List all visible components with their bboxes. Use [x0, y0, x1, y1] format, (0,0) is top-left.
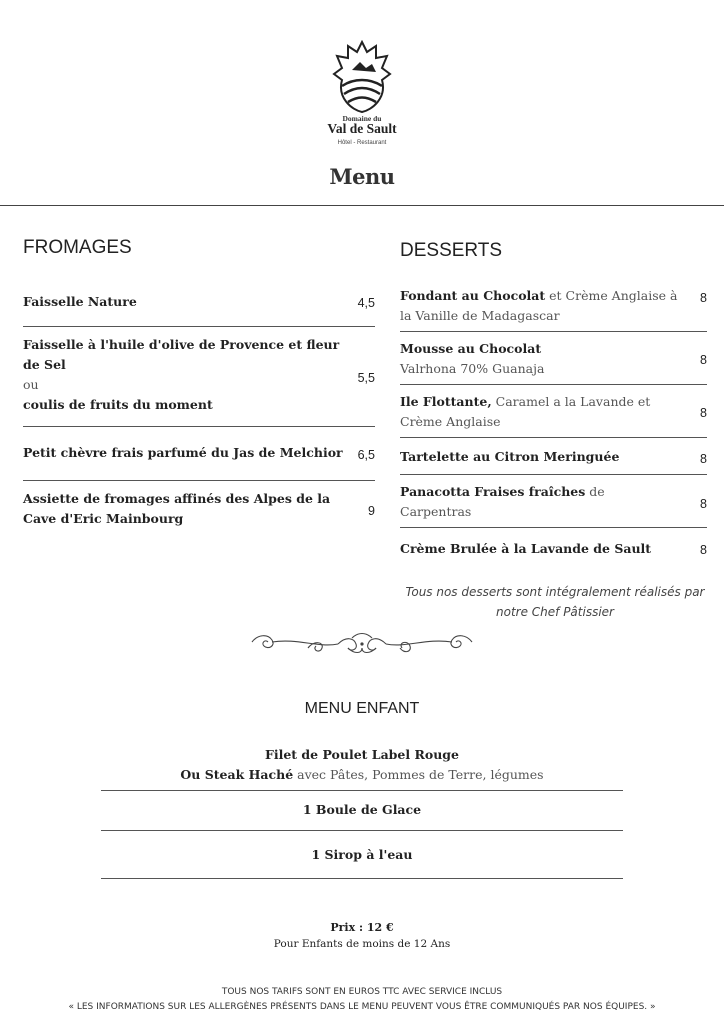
item-desc-cont: Crème Anglaise: [400, 414, 501, 429]
ornament-divider-icon: [248, 630, 476, 660]
divider: [101, 878, 623, 879]
item-name: Filet de Poulet Label Rouge: [264, 747, 459, 762]
item-name-cont: Cave d'Eric Mainbourg: [23, 511, 184, 526]
item-desc-cont: la Vanille de Madagascar: [400, 308, 560, 323]
dessert-item-6: [400, 539, 680, 559]
item-name: Fondant au Chocolat: [400, 288, 546, 303]
item-name: Crème Brulée à la Lavande de Sault: [400, 541, 652, 556]
dessert-item-3: [400, 392, 680, 432]
item-name: Faisselle Nature: [23, 294, 137, 309]
divider: [23, 426, 375, 427]
item-name-cont: de Sel: [23, 357, 66, 372]
enfant-line-4: [0, 845, 724, 865]
enfant-line-3: [0, 800, 724, 820]
item-desc: et Crème Anglaise à: [545, 288, 678, 303]
divider: [400, 384, 707, 385]
divider: [101, 790, 623, 791]
item-name-alt: coulis de fruits du moment: [23, 397, 213, 412]
brand-subtitle: Hôtel - Restaurant: [337, 140, 387, 146]
item-name: Ou Steak Haché: [180, 767, 294, 782]
dessert-item-4: [400, 447, 680, 467]
fromages-title: FROMAGES: [23, 237, 132, 258]
divider: [400, 527, 707, 528]
fromage-price-2: 5,5: [357, 371, 375, 385]
item-name: Tartelette au Citron Meringuée: [400, 449, 620, 464]
item-or: ou: [23, 377, 39, 392]
page-title: Menu: [329, 164, 395, 189]
divider: [101, 830, 623, 831]
divider: [400, 474, 707, 475]
item-name: 1 Sirop à l'eau: [311, 847, 413, 862]
divider: [23, 480, 375, 481]
fromage-item-3: [23, 443, 343, 463]
brand-prefix: Domaine du: [342, 114, 382, 123]
fromage-item-1: [23, 292, 343, 312]
fromage-item-2: [23, 335, 343, 415]
desserts-note: [400, 582, 710, 622]
item-desc-cont: Carpentras: [400, 504, 472, 519]
footer-line-2: « LES INFORMATIONS SUR LES ALLERGÈNES PRÉSENTS DANS LE MENU PEUVENT VOUS ÊTRE COMMUNIQUÉS PAR NOS ÉQUIPES. »: [68, 1002, 656, 1012]
dessert-price-2: 8: [700, 353, 707, 367]
price-value: Prix : 12 €: [330, 921, 394, 934]
dessert-price-3: 8: [700, 406, 707, 420]
footer-line-1: TOUS NOS TARIFS SONT EN EUROS TTC AVEC SERVICE INCLUS: [221, 987, 503, 997]
divider: [23, 326, 375, 327]
fromage-price-4: 9: [368, 504, 375, 518]
dessert-price-6: 8: [700, 543, 707, 557]
fromage-price-1: 4,5: [357, 296, 375, 310]
item-name: Panacotta Fraises fraîches: [400, 484, 586, 499]
enfant-line-1: [0, 745, 724, 765]
dessert-price-5: 8: [700, 497, 707, 511]
item-name: Petit chèvre frais parfumé du Jas de Melchior: [23, 445, 343, 460]
domaine-logo-icon: [332, 40, 392, 114]
item-name: Ile Flottante,: [400, 394, 492, 409]
dessert-item-5: [400, 482, 680, 522]
item-desc: avec Pâtes, Pommes de Terre, légumes: [293, 767, 544, 782]
brand-name: Val de Sault: [327, 121, 397, 136]
item-desc-cont: Valrhona 70% Guanaja: [400, 361, 545, 376]
enfant-price-note: Pour Enfants de moins de 12 Ans: [273, 938, 451, 950]
item-desc: Caramel a la Lavande et: [491, 394, 651, 409]
note-line-1: Tous nos desserts sont intégralement réalisés par: [405, 585, 705, 599]
dessert-item-2: [400, 339, 680, 379]
desserts-title: DESSERTS: [400, 240, 503, 261]
dessert-item-1: [400, 286, 680, 326]
fromage-price-3: 6,5: [357, 448, 375, 462]
item-name: Faisselle à l'huile d'olive de Provence et fleur: [23, 337, 340, 352]
divider: [400, 437, 707, 438]
enfant-line-2: [0, 765, 724, 785]
note-line-2: notre Chef Pâtissier: [496, 605, 614, 619]
item-desc: de: [585, 484, 605, 499]
item-name: 1 Boule de Glace: [302, 802, 422, 817]
dessert-price-4: 8: [700, 452, 707, 466]
menu-enfant-title: MENU ENFANT: [304, 700, 420, 717]
dessert-price-1: 8: [700, 291, 707, 305]
item-name: Assiette de fromages affinés des Alpes de la: [23, 491, 331, 506]
item-name: Mousse au Chocolat: [400, 341, 542, 356]
header-divider: [0, 205, 724, 206]
divider: [400, 331, 707, 332]
fromage-item-4: [23, 489, 343, 529]
